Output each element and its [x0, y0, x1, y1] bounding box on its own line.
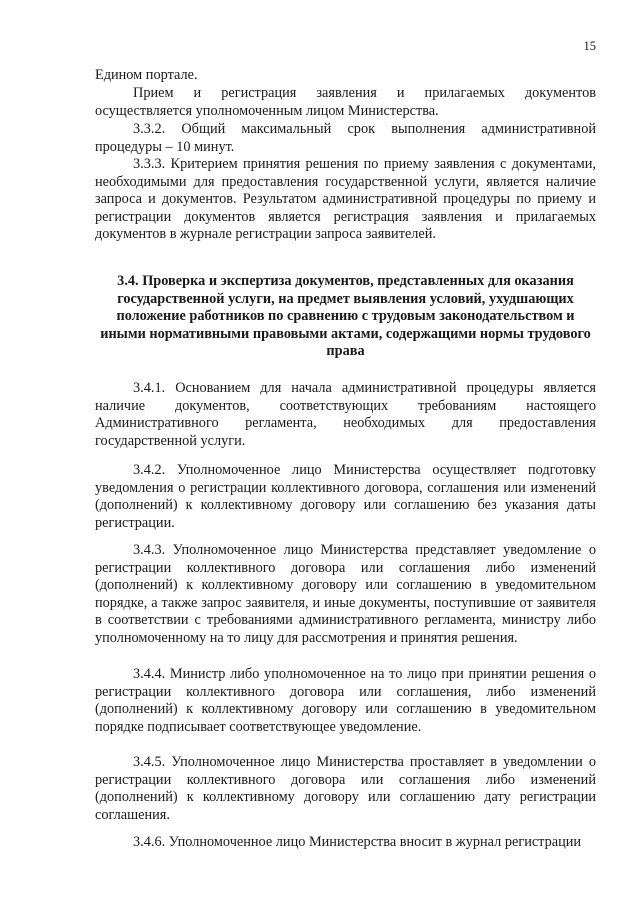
paragraph-3-4-6: 3.4.6. Уполномоченное лицо Министерства вносит в журнал регистрации — [133, 834, 582, 850]
paragraph-3-4-1: 3.4.1. Основанием для начала административной процедуры является наличие документов, соответствующих требованиям настоящего Административного регламента, необходимых для предоставления государственной услуги. — [95, 380, 596, 449]
paragraph-reception: Прием и регистрация заявления и прилагаемых документов осуществляется уполномоченным лицом Министерства. — [95, 85, 596, 119]
paragraph-3-4-5: 3.4.5. Уполномоченное лицо Министерства проставляет в уведомлении о регистрации коллективного договора или соглашения либо изменений (дополнений) к коллективному договору или соглашению дату регистрации соглашения. — [95, 754, 596, 823]
paragraph-3-3-2: 3.3.2. Общий максимальный срок выполнения административной процедуры – 10 минут. — [95, 121, 596, 155]
section-heading-3-4: 3.4. Проверка и экспертиза документов, представленных для оказания государственной услуги, на предмет выявления условий, ухудшающих положение работников по сравнению с трудовым законодательством и иными нормативными правовыми актами, содержащими нормы трудового права — [100, 273, 591, 360]
paragraph-3-4-2: 3.4.2. Уполномоченное лицо Министерства осуществляет подготовку уведомления о регистрации коллективного договора, соглашения или изменений (дополнений) к коллективному договору или соглашению без указания даты регистрации. — [95, 462, 596, 531]
paragraph-3-4-4: 3.4.4. Министр либо уполномоченное на то лицо при принятии решения о регистрации коллективного договора или соглашения, либо изменений (дополнений) к коллективному договору или соглашению в уведомительном порядке подписывает соответствующее уведомление. — [95, 666, 596, 735]
page-number: 15 — [583, 39, 596, 53]
paragraph-3-3-3: 3.3.3. Критерием принятия решения по приему заявления с документами, необходимыми для предоставления государственной услуги, является наличие запроса и документов. Результатом административной процедуры по приему и регистрации документов является регистрация заявления и прилагаемых документов в журнале регистрации запроса заявителей. — [95, 156, 596, 243]
paragraph-continuation: Едином портале. — [95, 67, 198, 83]
paragraph-3-4-3: 3.4.3. Уполномоченное лицо Министерства представляет уведомление о регистрации коллективного договора или соглашения либо изменений (дополнений) к коллективному договору или соглашению в уведомительном порядке, а также запрос заявителя, и иные документы, поступившие от заявителя в соответствии с требованиями административного регламента, министру либо уполномоченному на то лицу для рассмотрения и принятия решения. — [95, 542, 596, 646]
